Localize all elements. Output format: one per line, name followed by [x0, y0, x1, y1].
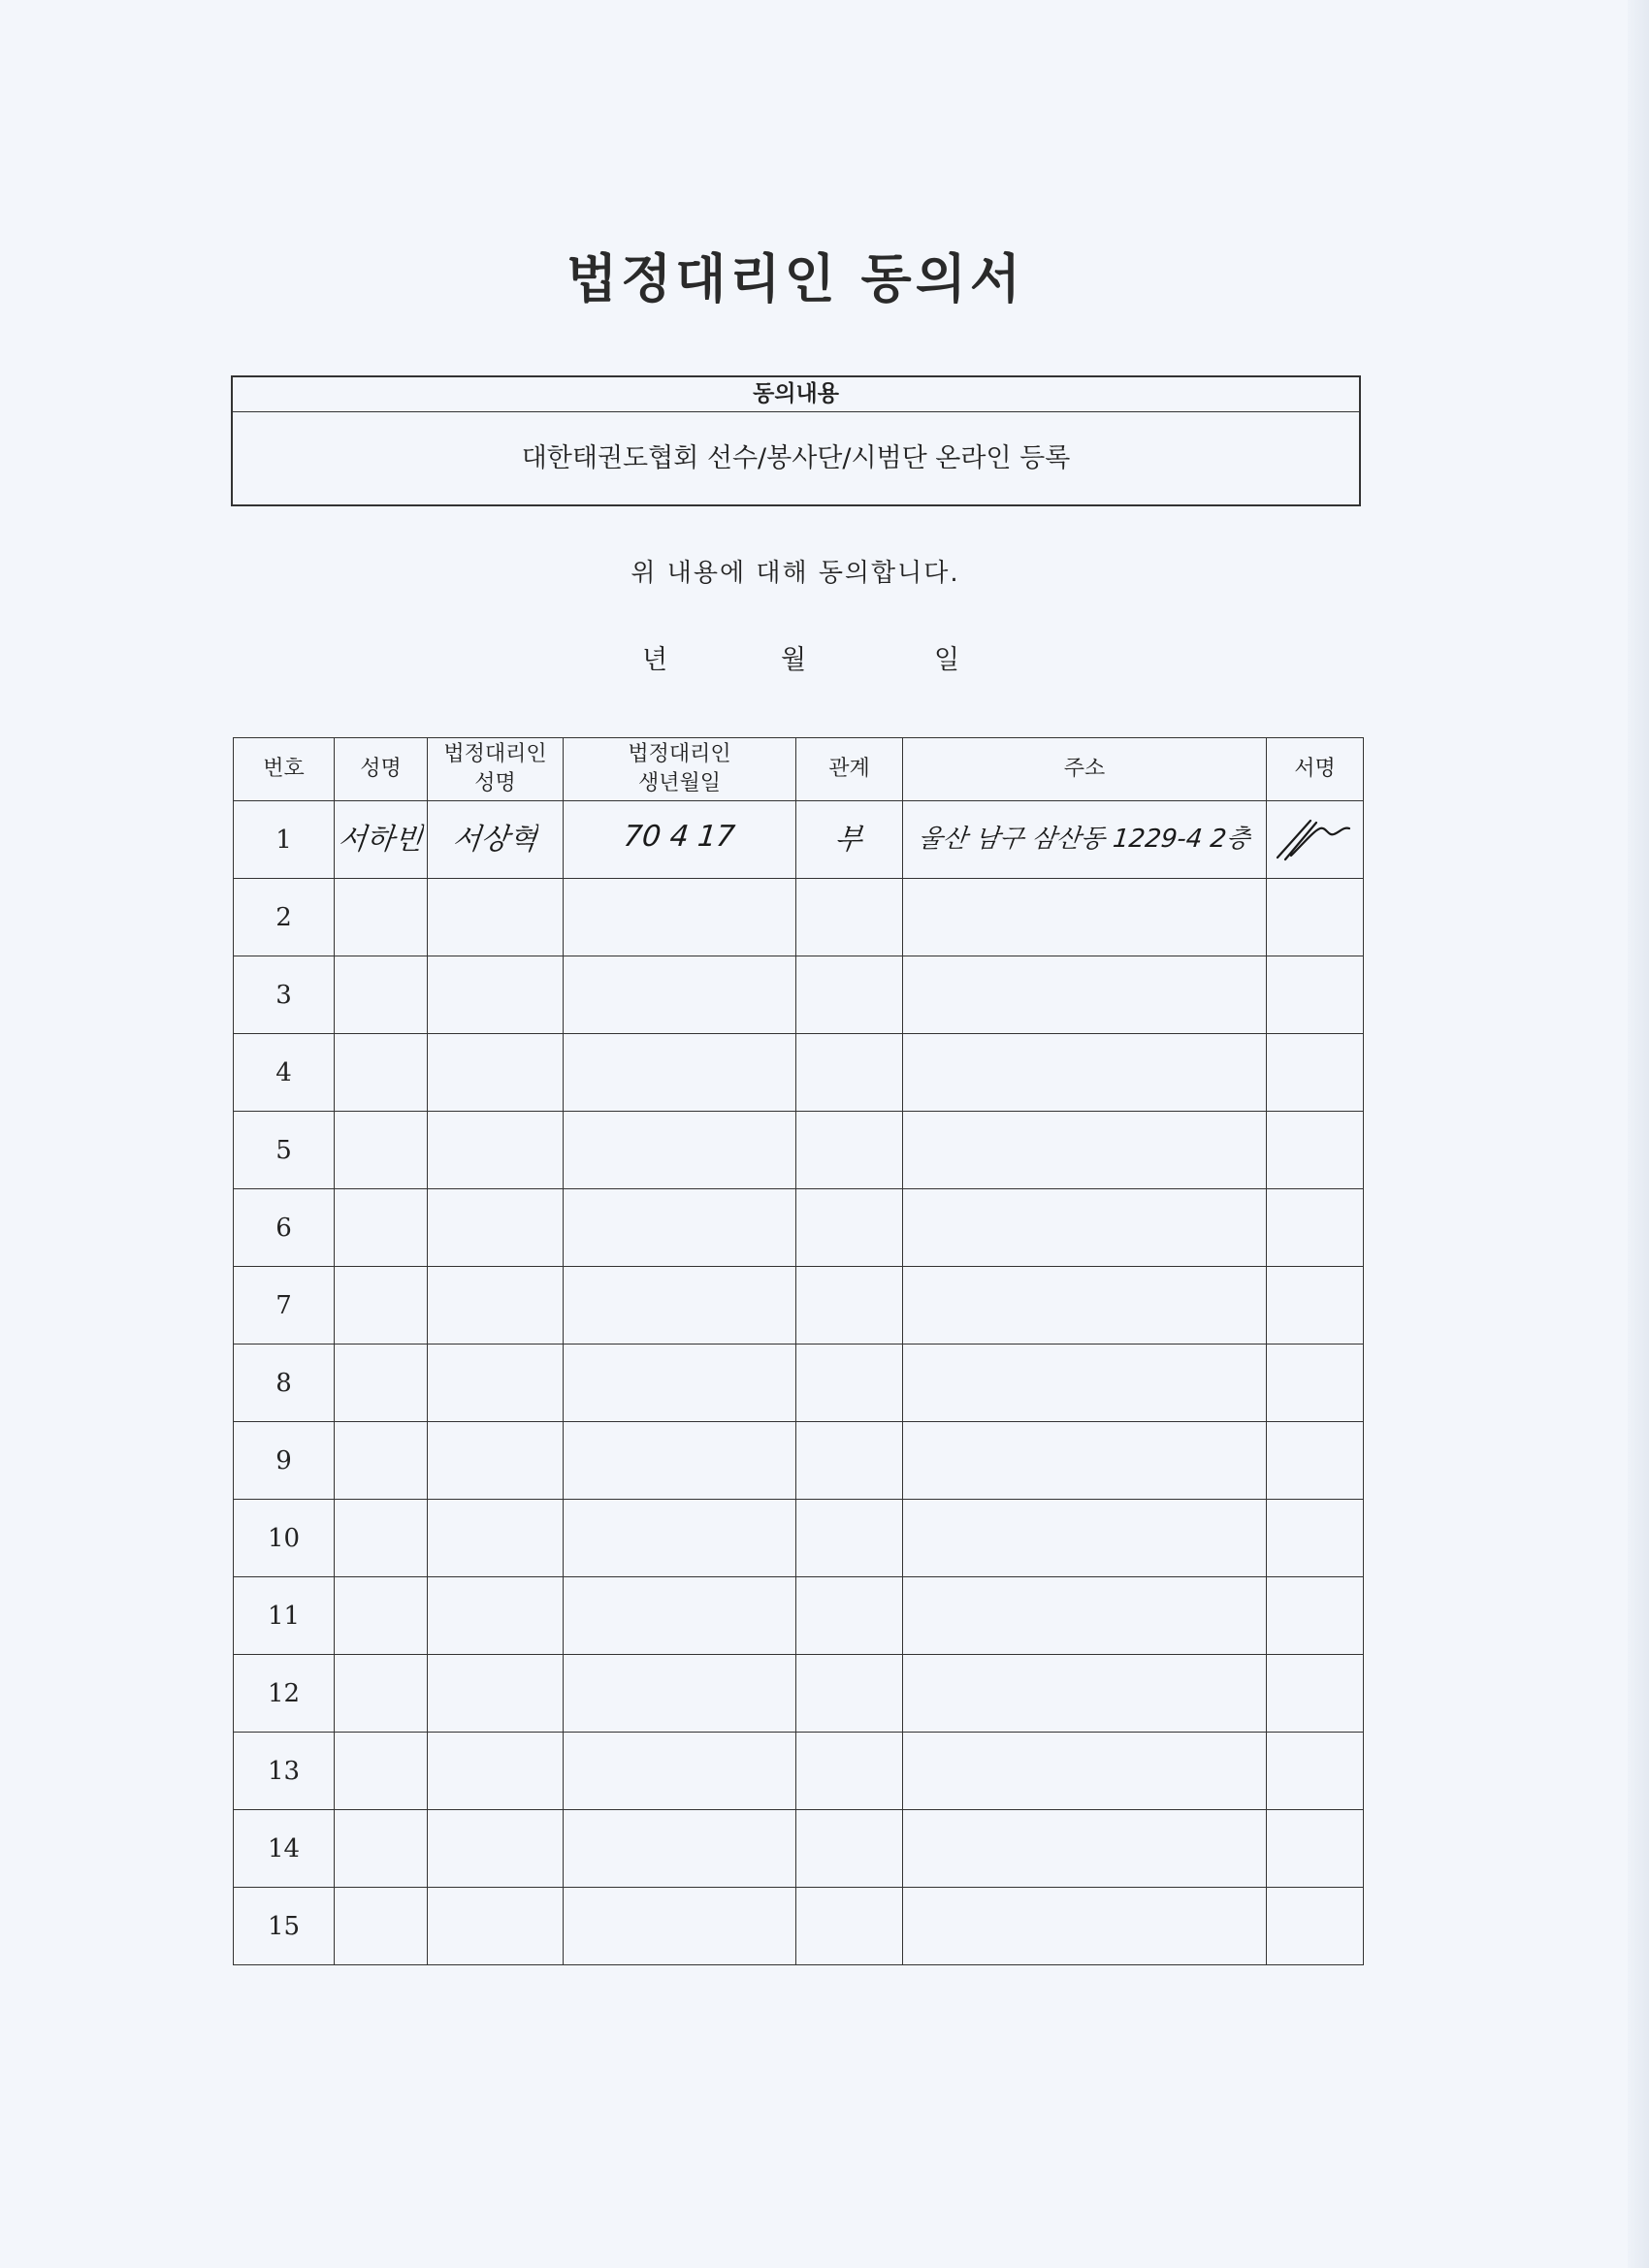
date-year-label: 년: [642, 645, 668, 675]
cell-guardian-birth: [564, 956, 796, 1034]
cell-signature: [1267, 1189, 1364, 1267]
cell-signature: [1267, 1267, 1364, 1345]
cell-no: 1: [234, 801, 335, 879]
handwritten-relation: 부: [832, 823, 865, 857]
table-header-row: [234, 738, 1364, 801]
handwritten-guardian-birth: 70 4 17: [622, 819, 737, 854]
cell-guardian-name: [428, 1500, 564, 1577]
header-guardian-name-line1: 법정대리인: [443, 742, 547, 766]
cell-signature: [1267, 1655, 1364, 1733]
cell-relation: [796, 1189, 903, 1267]
cell-guardian-name: [428, 956, 564, 1034]
cell-address: [903, 1733, 1267, 1810]
cell-address: [903, 1655, 1267, 1733]
cell-address: [903, 956, 1267, 1034]
cell-no: 14: [234, 1810, 335, 1888]
cell-guardian-birth: [564, 879, 796, 956]
cell-signature: [1267, 1345, 1364, 1422]
cell-signature: [1267, 1888, 1364, 1965]
cell-relation: [796, 1422, 903, 1500]
handwritten-guardian-name: 서상혁: [450, 823, 539, 857]
guardian-table: [233, 737, 1364, 1965]
table-row: [234, 1810, 1364, 1888]
cell-name: [335, 956, 428, 1034]
cell-guardian-birth: [564, 1112, 796, 1189]
cell-address: [903, 801, 1267, 879]
cell-guardian-name: [428, 1189, 564, 1267]
cell-signature: [1267, 956, 1364, 1034]
cell-relation: [796, 1112, 903, 1189]
cell-guardian-birth: [564, 1655, 796, 1733]
date-day-label: 일: [934, 645, 960, 675]
cell-guardian-birth: [564, 801, 796, 879]
consent-header: 동의내용: [233, 377, 1359, 412]
cell-address: [903, 1888, 1267, 1965]
consent-box: [231, 375, 1361, 506]
agree-statement: 위 내용에 대해 동의합니다.: [630, 559, 960, 588]
page-edge: [1628, 0, 1649, 2268]
cell-guardian-birth: [564, 1577, 796, 1655]
table-row: [234, 956, 1364, 1034]
cell-guardian-birth: [564, 1888, 796, 1965]
table-row: [234, 1345, 1364, 1422]
table-row: [234, 1577, 1364, 1655]
handwritten-name: 서하빈: [336, 823, 425, 857]
table-row: [234, 1655, 1364, 1733]
cell-no: 3: [234, 956, 335, 1034]
header-guardian-name: [428, 738, 564, 801]
cell-guardian-name: [428, 1267, 564, 1345]
cell-relation: [796, 1500, 903, 1577]
cell-no: 9: [234, 1422, 335, 1500]
cell-relation: [796, 1655, 903, 1733]
cell-guardian-name: [428, 801, 564, 879]
cell-address: [903, 1422, 1267, 1500]
cell-no: 10: [234, 1500, 335, 1577]
cell-address: [903, 1112, 1267, 1189]
table-row: [234, 1189, 1364, 1267]
header-guardian-birth: [564, 738, 796, 801]
cell-guardian-birth: [564, 1500, 796, 1577]
table-row: [234, 1888, 1364, 1965]
cell-name: [335, 1655, 428, 1733]
cell-no: 5: [234, 1112, 335, 1189]
handwritten-address: 울산 남구 삼산동 1229-4 2층: [916, 824, 1252, 854]
cell-signature: [1267, 1810, 1364, 1888]
cell-no: 2: [234, 879, 335, 956]
table-row: [234, 1267, 1364, 1345]
cell-relation: [796, 1034, 903, 1112]
cell-guardian-name: [428, 1810, 564, 1888]
cell-guardian-name: [428, 1112, 564, 1189]
header-address: 주소: [903, 738, 1267, 801]
header-name: 성명: [335, 738, 428, 801]
cell-guardian-birth: [564, 1189, 796, 1267]
cell-no: 4: [234, 1034, 335, 1112]
cell-relation: [796, 801, 903, 879]
cell-relation: [796, 1577, 903, 1655]
cell-guardian-birth: [564, 1422, 796, 1500]
table-row: [234, 1500, 1364, 1577]
cell-guardian-name: [428, 1345, 564, 1422]
cell-name: [335, 1267, 428, 1345]
cell-relation: [796, 1810, 903, 1888]
cell-name: [335, 1189, 428, 1267]
consent-body: 대한태권도협회 선수/봉사단/시범단 온라인 등록: [521, 443, 1071, 473]
cell-relation: [796, 1267, 903, 1345]
cell-address: [903, 1267, 1267, 1345]
cell-name: [335, 1733, 428, 1810]
cell-address: [903, 1345, 1267, 1422]
cell-no: 13: [234, 1733, 335, 1810]
signature-mark: [1272, 807, 1359, 865]
cell-no: 11: [234, 1577, 335, 1655]
cell-guardian-birth: [564, 1810, 796, 1888]
cell-guardian-name: [428, 1888, 564, 1965]
header-guardian-birth-line2: 생년월일: [637, 771, 721, 795]
cell-guardian-name: [428, 1733, 564, 1810]
cell-no: 8: [234, 1345, 335, 1422]
header-guardian-name-line2: 성명: [474, 771, 516, 795]
signature-stroke: [1277, 821, 1349, 859]
cell-guardian-name: [428, 1655, 564, 1733]
table-row: [234, 1422, 1364, 1500]
cell-signature: [1267, 1112, 1364, 1189]
table-row: [234, 1733, 1364, 1810]
cell-address: [903, 1189, 1267, 1267]
cell-signature: [1267, 1733, 1364, 1810]
table-row: [234, 801, 1364, 879]
cell-name: [335, 1422, 428, 1500]
cell-signature: [1267, 1422, 1364, 1500]
header-relation: 관계: [796, 738, 903, 801]
cell-name: [335, 1577, 428, 1655]
table-body: [234, 801, 1364, 1965]
cell-guardian-birth: [564, 1034, 796, 1112]
cell-name: [335, 801, 428, 879]
header-guardian-birth-line1: 법정대리인: [628, 742, 731, 766]
cell-signature: [1267, 801, 1364, 879]
cell-signature: [1267, 1500, 1364, 1577]
cell-name: [335, 1345, 428, 1422]
cell-relation: [796, 1733, 903, 1810]
cell-signature: [1267, 1034, 1364, 1112]
header-signature: 서명: [1267, 738, 1364, 801]
cell-name: [335, 1112, 428, 1189]
cell-guardian-name: [428, 1577, 564, 1655]
cell-address: [903, 1810, 1267, 1888]
cell-guardian-name: [428, 1034, 564, 1112]
cell-guardian-birth: [564, 1267, 796, 1345]
header-no: 번호: [234, 738, 335, 801]
cell-guardian-name: [428, 1422, 564, 1500]
table-row: [234, 1112, 1364, 1189]
cell-name: [335, 1500, 428, 1577]
cell-relation: [796, 879, 903, 956]
cell-no: 15: [234, 1888, 335, 1965]
cell-name: [335, 1810, 428, 1888]
date-month-label: 월: [781, 645, 807, 675]
document-title: 법정대리인 동의서: [566, 248, 1025, 309]
cell-guardian-birth: [564, 1733, 796, 1810]
cell-address: [903, 1577, 1267, 1655]
cell-no: 7: [234, 1267, 335, 1345]
cell-relation: [796, 1888, 903, 1965]
cell-guardian-birth: [564, 1345, 796, 1422]
cell-name: [335, 1888, 428, 1965]
cell-relation: [796, 956, 903, 1034]
table-row: [234, 1034, 1364, 1112]
cell-no: 6: [234, 1189, 335, 1267]
cell-signature: [1267, 1577, 1364, 1655]
cell-signature: [1267, 879, 1364, 956]
table-row: [234, 879, 1364, 956]
cell-no: 12: [234, 1655, 335, 1733]
cell-relation: [796, 1345, 903, 1422]
cell-address: [903, 1034, 1267, 1112]
cell-address: [903, 1500, 1267, 1577]
cell-name: [335, 1034, 428, 1112]
cell-address: [903, 879, 1267, 956]
cell-guardian-name: [428, 879, 564, 956]
cell-name: [335, 879, 428, 956]
